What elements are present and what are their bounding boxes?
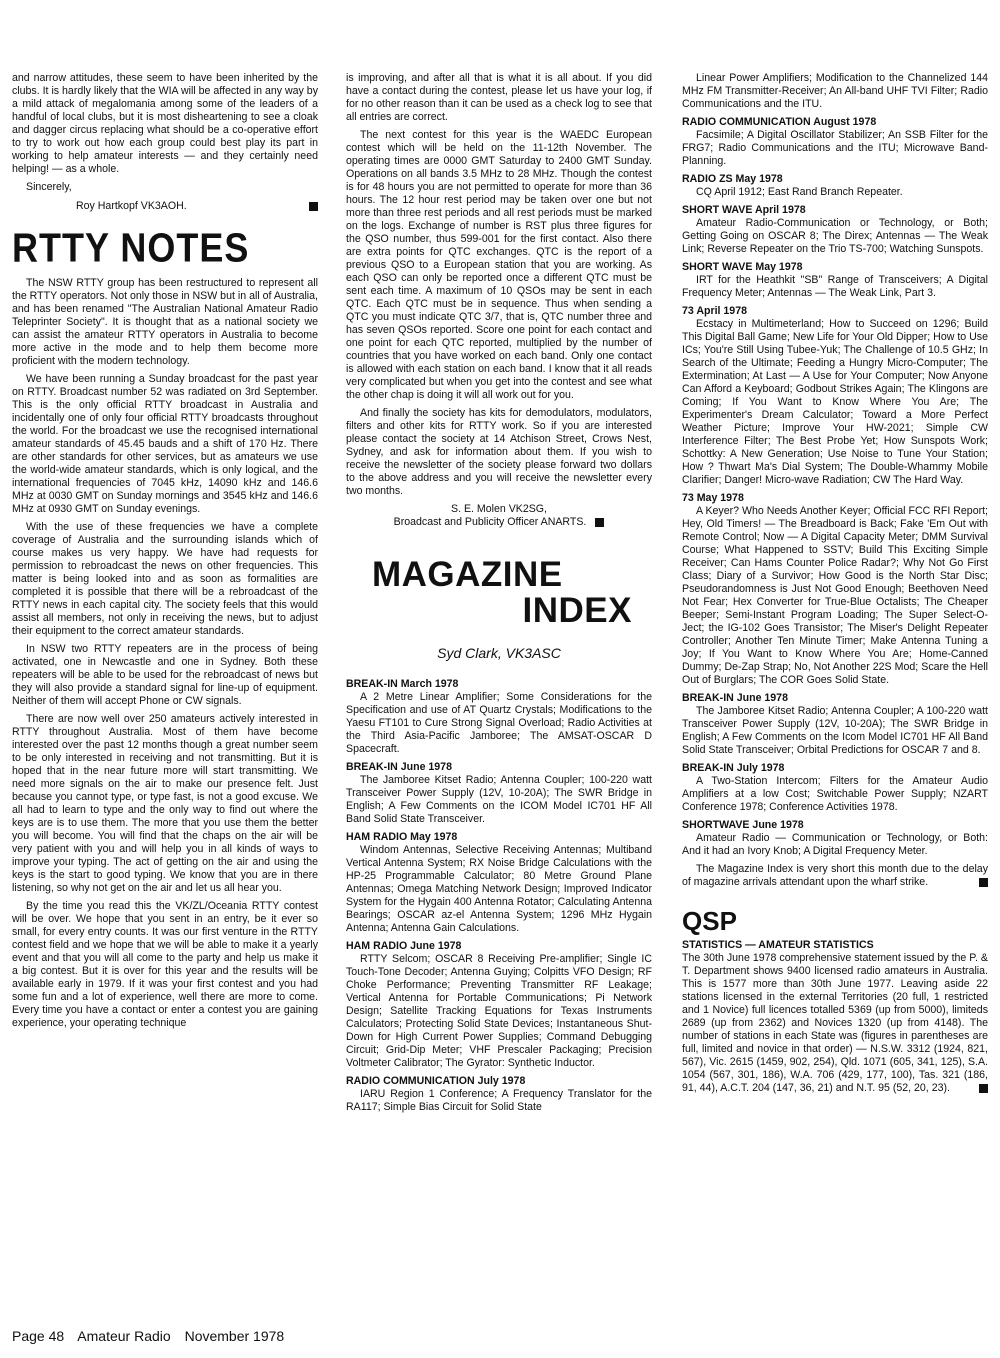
index-entry: Windom Antennas, Selective Receiving Antennas; Multiband Vertical Antenna System; RX Noise Bridge Calculations with the HP-25 Programmable Calculator; 80 Metre Ground Plane Antennas; Omega Matching Network Design; Improved Indicator System for the Hygain 400 Antenna Rotator; Calculating Antenna Bearings; OSCAR az-el Antenna System; 1296 MHz Hygain Antenna; Antenna Gain Calculations. (346, 844, 652, 934)
index-heading: SHORT WAVE April 1978 (682, 204, 806, 216)
magazine-index-heading (346, 557, 652, 629)
paragraph: By the time you read this the VK/ZL/Oceania RTTY contest will be over. We hope that you sent in an entry, be it ever so small, for every entry counts. It was our first venture in the RTTY contest field and we hope that we will be able to make it a yearly event and that you will all come to the party and help us make it a big contest. But it is over for this year and the results will be available early in 1979. If it was your first contest and you had some fun and a lot of experience, well there are more to come. Every time you have a contact or enter a contest you are gaining experience, your operating technique (12, 900, 318, 1029)
sig-name: S. E. Molen VK2SG, (451, 503, 547, 515)
index-entry: Ecstacy in Multimeterland; How to Succeed on 1296; Build This Digital Ball Game; New Life for Your Old Dipper; How to Use ICs; You're Still Using Tubee-Yuk; The Challenge of 10.5 GHz; In Search of the Ultimate; Feeding a Hungry Micro-Computer; The Extermination; At Last — A Use for Your Computer; Now Anyone Can Afford a Keyboard; Godbout Strikes Again; The Klingons are Coming; If You Want to Know Where You Are; The Experimenter's Dream Calculator; Toward a More Perfect Weather Picture; Improve Your HW-2021; Simple CW Interference Filter; The Best Probe Yet; How Sunspots Work; Schottky: A New Generation; Use Noise to Tune Your Station; How ? Thwart Ma's Dial System; The Double-Whammy Mobile Clarifier; Danger! Micro-wave Radiation; CW The Hard Way. (682, 318, 988, 486)
paragraph: The NSW RTTY group has been restructured to represent all the RTTY operators. Not only those in NSW but in all of Australia, and has been renamed "The Australian National Amateur Radio Teleprinter Society". It is thought that as a national society we can assist the amateur RTTY operators in Australia to become more active in the mode and to help them become more proficient with the modern technology. (12, 277, 318, 367)
index-entry: CQ April 1912; East Rand Branch Repeater. (696, 186, 903, 198)
index-entry: Facsimile; A Digital Oscillator Stabilizer; An SSB Filter for the FRG7; Radio Communications and the ITU; Microwave Band-Planning. (682, 129, 988, 167)
end-mark-icon (595, 518, 604, 527)
heading-line-1: MAGAZINE (372, 555, 563, 594)
issue-date: November 1978 (184, 1328, 285, 1344)
paragraph: There are now well over 250 amateurs actively interested in RTTY throughout Australia. Most of them have become interested over the past 12 months though a great number seem to be only interested in receiving and not transmitting. But it is hoped that in the near future more will start transmitting. We need more signals on the air to make our presence felt. Just because you cannot type, or type fast, is not a good excuse. We all had to learn to type and the only way to find out where the keys are is to use them. The more that you use them the better you will become. You will find that the chaps on the air will be very patient with you and will help you in all kinds of ways to improve your typing. The act of getting on the air and using the keys is the start to good typing. We know that you are in there listening, so why not get on the air and let us all hear you. (12, 713, 318, 894)
heading-line-2: INDEX (522, 591, 632, 630)
letter-closing: Sincerely, (26, 181, 72, 193)
page-number: Page 48 (12, 1328, 65, 1344)
magazine-name: Amateur Radio (77, 1328, 171, 1344)
index-entry: A Two-Station Intercom; Filters for the Amateur Audio Amplifiers at a low Cost; Switchable Power Supply; NZART Conference 1978; Conference Activities 1978. (682, 775, 988, 813)
index-heading: BREAK-IN June 1978 (346, 761, 452, 773)
paragraph: The next contest for this year is the WAEDC European contest which will be held on the 11-12th November. The operating times are 0000 GMT Saturday to 2400 GMT Sunday. Operations on all bands 3.5 MHz to 28 MHz. Though the contest is for 48 hours you are not permitted to operate for more than 36 hours. The 12 hour rest period may be taken over one but not more than three rest periods and all rest periods must be marked on the logs. Exchange of number is RST plus three figures for the QSO number, thus 599-001 for the first contact. Also there are extra points for QTC exchanges. QTC is the report of a previous QSO to a European station that you are working. As each QSO can only be reported once a different QTC must be sent each time. A maximum of 10 QSOs may be sent in each QTC. Each QTC must be in sequence. Thus when sending a QTC you must indicate QTC 3/7, that is, QTC number three and has seven QSOs reported. Score one point for each contact and one point for each QTC reported, multiplied by the number of countries that you have worked on each band. Only one contact is allowed with each station on each band. I know that it all reads very complicated but when you get into the contest and see what the other chap is doing it will all work out for you. (346, 129, 652, 401)
qsp-subheading: STATISTICS — AMATEUR STATISTICS (682, 939, 874, 951)
signature-name: Roy Hartkopf VK3AOH. (76, 200, 187, 212)
index-heading: HAM RADIO May 1978 (346, 831, 458, 843)
index-heading: BREAK-IN July 1978 (682, 762, 785, 774)
column-3 (682, 72, 988, 1100)
index-note-text: The Magazine Index is very short this month due to the delay of magazine arrivals attendant upon the wharf strike. (682, 863, 988, 888)
index-entry: The Jamboree Kitset Radio; Antenna Coupler; 100-220 watt Transceiver Power Supply (12V, 10-20A); The SWR Bridge in English; A Few Comments on the ICOM Model IC701 HF All Band Solid State Transceiver. (346, 774, 652, 825)
qsp-text-body: The 30th June 1978 comprehensive statement issued by the P. & T. Department shows 9400 licensed radio amateurs in Australia. This is 1577 more than 30th June 1977. Leaving aside 22 stations licensed in the external Territories (20 full, 1 restricted and 1 Novice) full licences totalled 5369 (up from 5000), limiteds 2689 (up from 2362) and Novices 1320 (up from 4148). The number of stations in each State was (figures in parentheses are full, limited and novice in that order) — N.S.W. 3312 (1924, 821, 567), Vic. 2615 (1459, 902, 254), Qld. 1071 (605, 341, 125), S.A. 1054 (567, 301, 186), W.A. 706 (429, 177, 100), Tas. 321 (186, 91, 44), A.C.T. 204 (147, 36, 21) and N.T. 95 (52, 20, 23). (682, 952, 988, 1094)
qsp-heading: QSP (682, 906, 737, 936)
index-entry: Amateur Radio-Communication or Technology, or Both; Getting Going on OSCAR 8; The Direx; Antennas — The Weak Link; Reverse Repeater on the Trio TS-700; Watching Sunspots. (682, 217, 988, 255)
index-heading: 73 April 1978 (682, 305, 747, 317)
index-note (682, 863, 988, 889)
letter-text: and narrow attitudes, these seem to have been inherited by the clubs. It is hardly likely that the WIA will be affected in any way by a mild attack of megalomania among some of the leaders of a handful of local clubs, but it is most disheartening to see a cloak and dagger circus replacing what should be a co-operative effort to try to work out how each group could best play its part in working to help amateur interests — and they certainly need helping! — as a whole. (12, 72, 318, 175)
end-mark-icon (979, 878, 988, 887)
index-entry: A 2 Metre Linear Amplifier; Some Considerations for the Specification and use of AT Quartz Crystals; Modifications to the Yaesu FT101 to Cure Strong Signal Overload; Radio Activities at the Third Asia-Pacific Jamboree; The AMSAT-OSCAR D Spacecraft. (346, 691, 652, 755)
byline: Syd Clark, VK3ASC (437, 645, 561, 661)
index-entry: The Jamboree Kitset Radio; Antenna Coupler; A 100-220 watt Transceiver Power Supply (12V, 10-20A); The SWR Bridge in English; A Few Comments on the Icom Model IC701 HF All Band Solid State Transceiver; Orbital Predictions for OSCAR 7 and 8. (682, 705, 988, 756)
index-entry: Linear Power Amplifiers; Modification to the Channelized 144 MHz FM Transmitter-Receiver; An All-band UHF TVI Filter; Radio Communications and the ITU. (682, 72, 988, 110)
paragraph: In NSW two RTTY repeaters are in the process of being activated, one in Newcastle and one in Sydney. Both these repeaters will be able to be used for the rebroadcast of news but they will also provide a standard signal for line-up of equipment. Neither of them will accept Phone or CW signals. (12, 643, 318, 707)
column-2 (346, 72, 652, 1119)
index-heading: SHORTWAVE June 1978 (682, 819, 804, 831)
index-heading: BREAK-IN June 1978 (682, 692, 788, 704)
qsp-text (682, 952, 988, 1095)
paragraph: With the use of these frequencies we have a complete coverage of Australia and the surrounding islands which of course makes us very happy. We have had requests for permission to rebroadcast the news on other frequencies. This matter is being looked into and as soon as formalities are completed it is possible that there will be a rebroadcast of the RTTY news in each capital city. The society feels that this would assist all members, not only in receiving the news, but to adjust their equipment to the correct amateur standards. (12, 521, 318, 637)
page-footer (12, 1328, 294, 1344)
column-1 (12, 72, 318, 1035)
index-heading: RADIO COMMUNICATION July 1978 (346, 1075, 526, 1087)
index-heading: RADIO COMMUNICATION August 1978 (682, 116, 877, 128)
end-mark-icon (309, 202, 318, 211)
rtty-notes-heading: RTTY NOTES (12, 224, 250, 271)
index-heading: 73 May 1978 (682, 492, 744, 504)
index-entry: IARU Region 1 Conference; A Frequency Translator for the RA117; Simple Bias Circuit for Solid State (346, 1088, 652, 1113)
index-entry: Amateur Radio — Communication or Technology, or Both: And it had an Ivory Knob; A Digital Frequency Meter. (682, 832, 988, 857)
paragraph: We have been running a Sunday broadcast for the past year on RTTY. Broadcast number 52 was radiated on 3rd September. This is the only official RTTY broadcast in Australia and incidentally one of only four official RTTY broadcasts throughout the world. For the broadcast we use the recognised international amateur standards of 45.45 bauds and a shift of 170 Hz. There are other standards for other services, but as amateurs we use the world-wide amateur standards, which is only logical, and the international frequencies of 7045 kHz, 14090 kHz and 146.6 MHz at 0030 GMT on Sunday mornings and 3545 kHz and 146.6 MHz at 0930 GMT on Sunday evenings. (12, 373, 318, 515)
sig-title (346, 516, 652, 529)
index-entry: IRT for the Heathkit "SB" Range of Transceivers; A Digital Frequency Meter; Antennas — The Weak Link, Part 3. (682, 274, 988, 299)
paragraph: And finally the society has kits for demodulators, modulators, filters and other kits for RTTY work. So if you are interested please contact the society at 14 Atchison Street, Crows Nest, Sydney, and ask for information about them. If you wish to receive the newsletter of the society please forward two dollars to the above address and you will receive the newsletter every two months. (346, 407, 652, 497)
index-entry: RTTY Selcom; OSCAR 8 Receiving Pre-amplifier; Single IC Touch-Tone Decoder; Antenna Guying; Colpitts VFO Design; RF Choke Performance; Preventing Transmitter RF Leakage; Vertical Antenna for Portable Communications; Pi Network Design; Satellite Tracking Equations for Texas Instruments Calculators; Protecting Solid State Devices; Instantaneous Shut-Down for High Current Power Supplies; Command Debugging Circuit; Grid-Dip Meter; VHF Prescaler Packaging; Precision Voltmeter Calibrator; The Gyrator: Synthetic Inductor. (346, 953, 652, 1069)
paragraph: is improving, and after all that is what it is all about. If you did have a contact during the contest, please let us have your log, if for no other reason than it can be used as a check log to see that all entries are correct. (346, 72, 652, 123)
index-heading: HAM RADIO June 1978 (346, 940, 462, 952)
end-mark-icon (979, 1084, 988, 1093)
index-heading: RADIO ZS May 1978 (682, 173, 783, 185)
letter-signature (12, 200, 318, 213)
index-heading: BREAK-IN March 1978 (346, 678, 459, 690)
sig-title-text: Broadcast and Publicity Officer ANARTS. (393, 516, 587, 528)
index-heading: SHORT WAVE May 1978 (682, 261, 803, 273)
index-entry: A Keyer? Who Needs Another Keyer; Official FCC RFI Report; Hey, Old Timers! — The Breadboard is Back; Fake 'Em Out with Remote Control; Now — A Digital Capacity Meter; DMM Survival Course; What Happened to SSTV; Build This Exciting Simple Receiver; Can Hams Counter Police Radar?; Why Not Go First Class; Diary of a Survivor; How Good is the North Star Disc; Pseudorandomness is Just Not Good Enough; Beethoven Need Not Fear; Hex Converter for True-Blue Octalists; The Cheaper Beeper; Semi-Instant Program Loading; The Super Select-O-Ject; the IG-102 Goes Transistor; The Miser's Delight Repeater Controller; Another Ten Minute Timer; Make Antenna Tuning a Joy; If You Want to Know Where You Are; Home-Canned Dummy; De-Zap Strap; No, Not Another 22S Mod; Scare the Hell Out of Burglars; The COR Goes Solid State. (682, 505, 988, 686)
